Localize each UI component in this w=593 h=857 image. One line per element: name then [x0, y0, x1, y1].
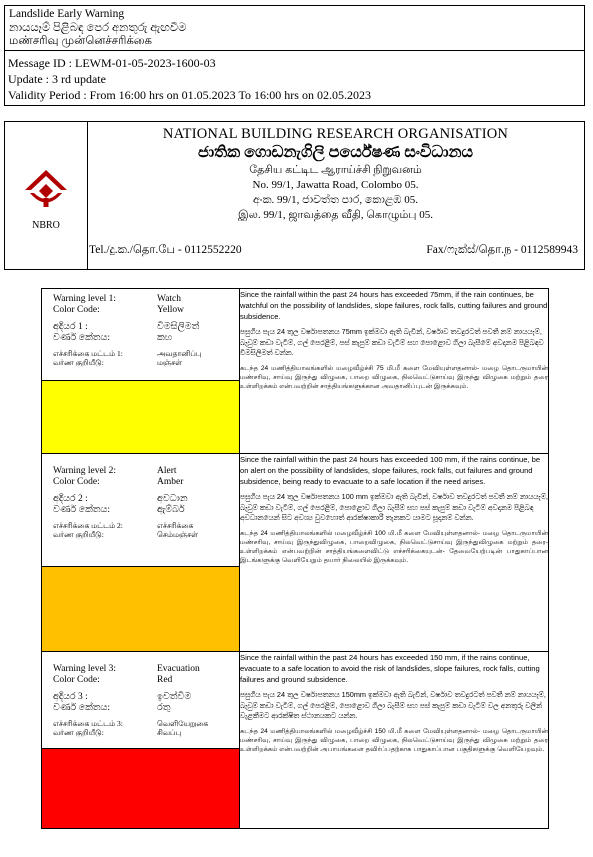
level-guidance-cell	[240, 289, 549, 454]
nbro-logo-icon	[21, 167, 71, 215]
color-code-value: Red	[157, 675, 173, 685]
address-sinhala: අංක. 99/1, ජාවත්ත පාර, කොළඹ 05.	[253, 194, 418, 206]
color-code-label-sinhala: වර්ණ කේතය:	[53, 333, 110, 343]
level-value-sinhala: විමසිලිමත්	[157, 322, 200, 332]
level-value: Alert	[157, 466, 177, 476]
address-english: No. 99/1, Jawatta Road, Colombo 05.	[252, 179, 419, 191]
color-code-value-tamil: செம்மஞ்சள்	[157, 530, 199, 539]
level-label-sinhala: අදියර 2 :	[53, 494, 88, 504]
level-label-tamil: எச்சரிக்கை மட்டம் 1:	[53, 349, 123, 358]
level-label: Warning level 3:	[53, 664, 117, 674]
warning-title-block	[4, 5, 585, 50]
warning-level-row	[42, 454, 549, 652]
color-code-value: Yellow	[157, 305, 185, 315]
message-id: Message ID : LEWM-01-05-2023-1600-03	[8, 56, 216, 70]
level-label-sinhala: අදියර 3 :	[53, 692, 88, 702]
color-code-label-tamil: வர்ண குறியீடு:	[53, 530, 104, 539]
warning-levels-table	[41, 288, 549, 829]
level-value: Evacuation	[157, 664, 200, 674]
level-value-sinhala: ඉවත්වීම	[157, 692, 192, 702]
level-value-tamil: அவதானிப்பு	[157, 349, 202, 358]
color-code-label: Color Code:	[53, 305, 100, 315]
level-value-tamil: எச்சரிக்கை	[157, 521, 194, 530]
level-value-sinhala: අවධාන	[157, 494, 188, 504]
guidance-tamil: கடந்த 24 மணித்தியாலங்களில் மழைவீழ்ச்சி 100 மி.மீ களை மேவியுள்ளதனால்- மழை தொடருமாயின் மண்சரிவு, சாய்வு இருந்துவிழுகை, பாறைவிழுகை, நிலவெட்டுசாய்வு இருந்துவிழுகை மற்றும் தரை-உள்ளிறக்கம் என்பவற்றின் சாத்தியங்களைவிட்டு எச்சரிக்கையுடன்- தேவையேற்படின் பாதுகாப்பான இடங்களுக்கு வெளியேறும் தயார் நிலையில் இருக்கவும்.	[240, 529, 548, 565]
guidance-english: Since the rainfall within the past 24 hours has exceeded 75mm, if the rain continues, be watchful on the possibility of landslides, slope failures, rock falls, cutting failures and ground subsidence.	[240, 290, 548, 321]
warning-level-row	[42, 289, 549, 454]
color-swatch	[42, 380, 239, 453]
fax-number: Fax/ෆැක්ස්/தொ.ந - 0112589943	[426, 244, 578, 256]
validity-period: Validity Period : From 16:00 hrs on 01.05.2023 To 16:00 hrs on 02.05.2023	[8, 88, 371, 102]
telephone-number: Tel./දු.ක./தொ.பே - 0112552220	[89, 244, 242, 256]
logo-cell	[5, 122, 88, 269]
title-english: Landslide Early Warning	[9, 8, 125, 20]
level-description-cell	[42, 652, 240, 829]
level-value: Watch	[157, 294, 182, 304]
guidance-tamil: கடந்த 24 மணித்தியாலங்களில் மழைவீழ்ச்சி 75 மி.மீ களை மேவியுள்ளதனால்- மழை தொடருமாயின் மண்சரிவு, சாய்வு இருந்து விழுகை, பாறை விழுகை, நிலவெட்டுசாய்வு இருந்து விழுகை மற்றும் தரை உள்ளிறக்கம் என்பவற்றின் சாத்தியங்களுக்கான அவதானிப்புடன் இருக்கவும்.	[240, 364, 548, 390]
message-info-block	[4, 50, 585, 106]
level-description-cell	[42, 289, 240, 454]
color-code-value-tamil: சிவப்பு	[157, 728, 182, 737]
guidance-sinhala: පසුගිය පැය 24 තුල වර්ෂාපතනය 100 mm ඉක්මවා ඇති බැවින්, වර්ෂාව තවදුරටත් පවතී නම් නායයෑම්, බෑවුම් කඩා වැටීම්, ගල් පෙරළීම්, පොළොව ගිලා බැසීම් සහ පස් කැපුම් කඩා වැටීම් අවදානම පිළිබඳ අවධානයෙන් සිට අවශ්‍ය වුවහොත් ආරක්ෂාකාරී තැනකට යාමට සූදානම් වන්න.	[240, 492, 548, 522]
logo-text: NBRO	[32, 220, 60, 231]
message-update: Update : 3 rd update	[8, 72, 106, 86]
guidance-tamil: கடந்த 24 மணித்தியாலங்களில் மழைவீழ்ச்சி 150 மி.மீ களை மேவியுள்ளதனால்- மழை தொடருமாயின் மண்சரிவு, சாய்வு இருந்து விழுகை, பாறை விழுகை, நிலவெட்டுசாய்வு இருந்து விழுகை மற்றும் தரை உள்ளிறக்கம் என்பவற்றின் அபாயங்களை தவிர்ப்பதற்காக பாதுகாப்பான பகுதிகளுக்கு வெளியேறவும்.	[240, 727, 548, 753]
title-sinhala: නායයෑම් පිළිබඳ පෙර අනතුරු ඇඟවීම	[9, 21, 187, 34]
color-swatch	[42, 566, 239, 651]
color-code-label-tamil: வர்ண குறியீடு:	[53, 728, 104, 737]
level-label-tamil: எச்சரிக்கை மட்டம் 3:	[53, 719, 123, 728]
color-code-value-sinhala: ඇම්බර්	[157, 505, 185, 515]
level-label-tamil: எச்சரிக்கை மட்டம் 2:	[53, 521, 123, 530]
guidance-english: Since the rainfall within the past 24 hours has exceeded 150 mm, if the rains continue, evacuate to a safe location to avoid the risk of landslides, slope failures, rock falls, cutting failures and ground subsidence.	[240, 653, 540, 684]
level-guidance-cell	[240, 454, 549, 652]
warning-level-row	[42, 652, 549, 829]
level-value-tamil: வெளியேறுகை	[157, 719, 209, 728]
level-label-sinhala: අදියර 1 :	[53, 322, 88, 332]
color-code-value-sinhala: රතු	[157, 703, 171, 713]
level-description-cell	[42, 454, 240, 652]
organisation-details	[87, 125, 584, 223]
color-code-label: Color Code:	[53, 477, 100, 487]
color-code-value-sinhala: කහ	[157, 333, 173, 343]
guidance-sinhala: පසුගිය පැය 24 තුල වර්ෂාපතනය 75mm ඉක්මවා ඇති බැවින්, වර්ෂාව තවදුරටත් පවතී නම් නායයෑම්, බෑවුම් කඩා වැටීම්, ගල් පෙරළීම්, පස් කැපුම් කඩා වැටීම් සහ පොළොව ගිලා බැසීමේ අවදානම පිළිබඳව විමසිලිමත් වන්න.	[240, 327, 544, 357]
organisation-letterhead	[4, 121, 585, 270]
org-name-english: NATIONAL BUILDING RESEARCH ORGANISATION	[162, 126, 509, 142]
color-code-label-sinhala: වර්ණ කේතය:	[53, 505, 110, 515]
color-code-value-tamil: மஞ்சள்	[157, 358, 183, 367]
org-name-sinhala: ජාතික ගොඩනැගිලි පර්යේෂණ සංවිධානය	[197, 144, 474, 161]
guidance-sinhala: පසුගිය පැය 24 තුල වර්ෂාපතනය 150mm ඉක්මවා ඇති බැවින්, වර්ෂාව තවදුරටත් පවතී නම් නායයෑම්, බෑවුම් කඩා වැටීම්, ගල් පෙරළීම්, පොළොව ගිලා බැසීම් සහ පස් කැපුම් කඩා වැටීම් වල අනතුරු වලින් වැළකීමට ආරක්ෂිත ස්ථානයකට යන්න.	[240, 690, 546, 720]
org-name-tamil: தேசிய கட்டிட ஆராய்ச்சி நிறுவனம்	[249, 164, 422, 176]
color-code-label-tamil: வர்ண குறியீடு:	[53, 358, 104, 367]
color-code-label: Color Code:	[53, 675, 100, 685]
color-code-value: Amber	[157, 477, 184, 487]
guidance-english: Since the rainfall within the past 24 hours has exceeded 100 mm, if the rains continue, be on alert on the possibility of landslides, slope failures, rock falls, cut failures and ground subsidence, being ready to evacuate to a safe location if the need arises.	[240, 455, 541, 486]
level-guidance-cell	[240, 652, 549, 829]
address-tamil: இல. 99/1, ஜாவத்தை வீதி, கொழும்பு 05.	[238, 209, 433, 221]
level-label: Warning level 1:	[53, 294, 117, 304]
level-label: Warning level 2:	[53, 466, 117, 476]
title-tamil: மண்சரிவு முன்னெச்சரிக்கை	[9, 35, 153, 47]
color-swatch	[42, 748, 239, 828]
color-code-label-sinhala: වර්ණ කේතය:	[53, 703, 110, 713]
